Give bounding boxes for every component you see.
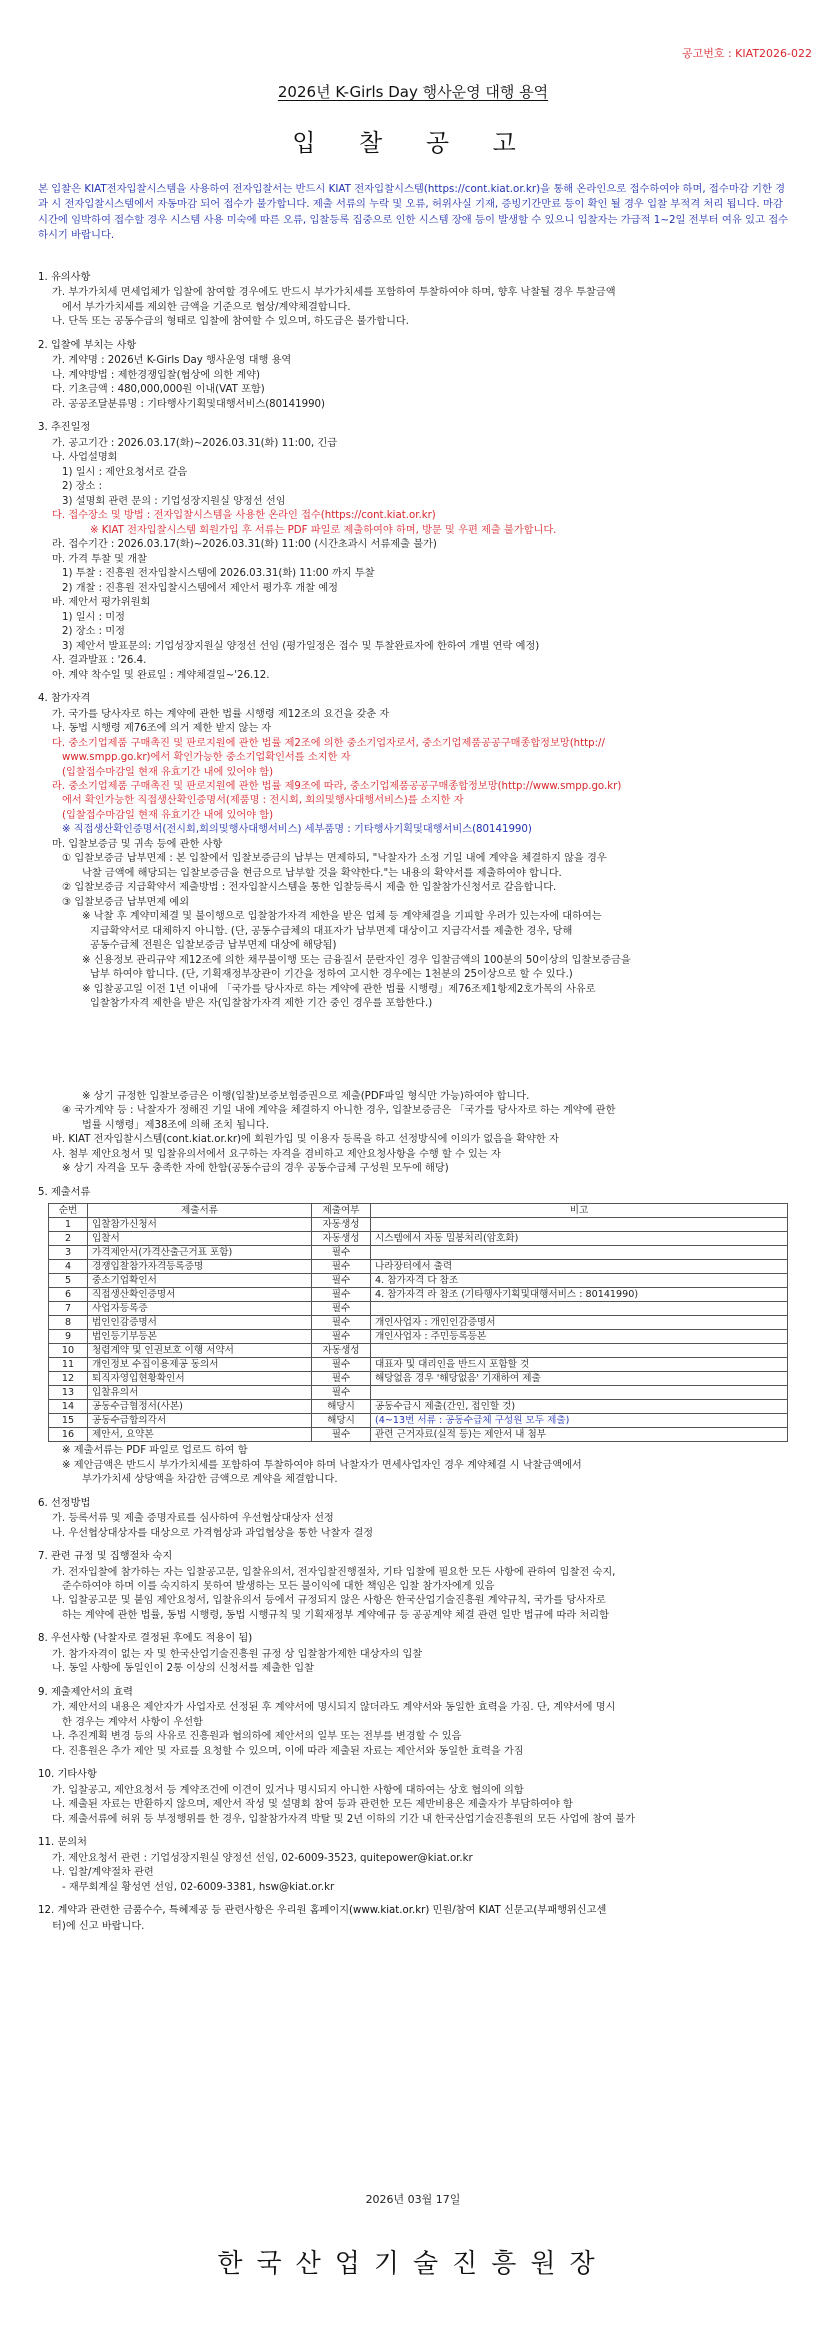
table-cell: 공동수급시 제출(간인, 접인할 것) (371, 1400, 788, 1414)
table-cell: 6 (49, 1288, 88, 1302)
table-cell: 필수 (312, 1428, 371, 1442)
section (38, 692, 794, 1177)
table-cell: 자동생성 (312, 1218, 371, 1232)
table-cell: 13 (49, 1386, 88, 1400)
table-row (49, 1358, 788, 1372)
section-line: 나. 사업설명회 (52, 452, 118, 464)
table-cell: 개인사업자 : 주민등록등본 (371, 1330, 788, 1344)
section-line: 마. 가격 투찰 및 개찰 (52, 553, 147, 565)
table-cell: 7 (49, 1302, 88, 1316)
table-cell: 입찰유의서 (88, 1386, 312, 1400)
section-line: 사. 첨부 제안요청서 및 입찰유의서에서 요구하는 자격을 겸비하고 제안요청사항을 수행 할 수 있는 자 (52, 1148, 501, 1160)
section-line: 공동수급체 전원은 입찰보증금 납부면제 대상에 해당됨) (90, 940, 337, 952)
section-line: 바. 제안서 평가위원회 (52, 597, 151, 609)
document-title: 2026년 K-Girls Day 행사운영 대행 용역 (277, 83, 549, 101)
table-cell: 직접생산확인증명서 (88, 1288, 312, 1302)
section-line: 가. 공고기간 : 2026.03.17(화)~2026.03.31(화) 11:00, 긴급 (52, 437, 338, 449)
sections-part-1 (38, 271, 794, 1177)
section (38, 1632, 794, 1676)
section-line: ※ 상기 규정한 입찰보증금은 이행(입찰)보증보험증권으로 제출(PDF파일 형식만 가능)하여야 합니다. (82, 1090, 530, 1102)
section-line: ※ 직접생산확인증명서(전시회,회의및행사대행서비스) 세부품명 : 기타행사기획및대행서비스(80141990) (62, 824, 532, 836)
table-header-row (49, 1204, 788, 1218)
section-line: 다. 진흥원은 추가 제안 및 자료를 요청할 수 있으며, 이에 따라 제출된 자료는 제안서와 동일한 효력을 가짐 (52, 1745, 524, 1757)
table-cell (371, 1302, 788, 1316)
col-header: 비고 (371, 1204, 788, 1218)
section-line: 가. 참가자격이 없는 자 및 한국산업기술진흥원 규정 상 입찰참가제한 대상자의 입찰 (52, 1648, 423, 1660)
section (38, 1836, 794, 1895)
section-title: 1. 유의사항 (38, 272, 91, 283)
table-cell: 필수 (312, 1372, 371, 1386)
section-line: 가. 계약명 : 2026년 K-Girls Day 행사운영 대행 용역 (52, 355, 292, 367)
table-cell: 4. 참가자격 라 참조 (기타행사기획및대행서비스 : 80141990) (371, 1288, 788, 1302)
section-line: 에서 확인가능한 직접생산확인증명서(제품명 : 전시회, 회의및행사대행서비스)를 소지한 자 (62, 795, 464, 807)
table-row (49, 1316, 788, 1330)
section-line: ③ 입찰보증금 납부면제 예외 (62, 896, 190, 908)
section-documents (38, 1186, 794, 1488)
table-cell: 입찰참가신청서 (88, 1218, 312, 1232)
col-header: 제출여부 (312, 1204, 371, 1218)
section-line: 한 경우는 계약서 사항이 우선함 (62, 1716, 203, 1728)
section-line: 3) 설명회 관련 문의 : 기업성장지원실 양정선 선임 (62, 495, 286, 507)
section-title: 8. 우선사항 (낙찰자로 결정된 후에도 적용이 됨) (38, 1633, 253, 1645)
table-cell: 청렴계약 및 인권보호 이행 서약서 (88, 1344, 312, 1358)
section-title: 2. 입찰에 부치는 사항 (38, 339, 137, 351)
table-row (49, 1232, 788, 1246)
table-cell: 개인사업자 : 개인인감증명서 (371, 1316, 788, 1330)
table-note: ※ 제출서류는 PDF 파일로 업로드 하여 함 (62, 1445, 248, 1457)
notice-date: 2026년 03월 17일 (365, 2193, 461, 2206)
table-cell: 입찰서 (88, 1232, 312, 1246)
section-line: 나. 제출된 자료는 반환하지 않으며, 제안서 작성 및 설명회 참여 등과 관련한 모든 제반비용은 제출자가 부담하여야 함 (52, 1799, 573, 1811)
section-line: 1) 일시 : 제안요청서로 갈음 (62, 466, 188, 478)
section-line: 가. 전자입찰에 참가하는 자는 입찰공고문, 입찰유의서, 전자입찰진행절차, 기타 입찰에 필요한 모든 사항에 관하여 입찰전 숙지, (52, 1566, 616, 1578)
notice-number: 공고번호 : KIAT2026-022 (681, 47, 812, 60)
table-cell: 2 (49, 1232, 88, 1246)
table-cell: 해당시 (312, 1414, 371, 1428)
section-line: 가. 입찰공고, 제안요청서 등 계약조건에 이견이 있거나 명시되지 아니한 사항에 대하여는 상호 협의에 의함 (52, 1784, 524, 1796)
intro-paragraph: 본 입찰은 KIAT전자입찰시스템을 사용하여 전자입찰서는 반드시 KIAT 전자입찰시스템(https://cont.kiat.or.kr)을 통해 온라인으로 접수하여야 하며, 접수마감 기한 경과 시 전자입찰시스템에서 자동마감 되어 접수가 불가합니다. 제출 서류의 누락 및 오류, 허위사실 기재, 증빙기간만료 등이 확인 될 경우 입찰 부적격 처리 됩니다. 마감시간에 임박하여 접수할 경우 시스템 사용 미숙에 따른 오류, 입찰등록 집중으로 인한 시스템 장애 등이 발생할 수 있으니 입찰자는 가급적 1~2일 전부터 여유 있고 접수하시기 바랍니다. (38, 183, 789, 242)
section (38, 271, 794, 330)
notice-heading: 입 찰 공 고 (292, 129, 534, 157)
sections-part-2 (38, 1497, 794, 1935)
section-line: 라. 중소기업제품 구매촉진 및 판로지원에 관한 법률 제9조에 따라, 중소기업제품공공구매종합정보망(http://www.smpp.go.kr) (52, 780, 622, 792)
section-line: (입찰접수마감일 현재 유효기간 내에 있어야 함) (62, 766, 274, 778)
section-line: ① 입찰보증금 납부면제 : 본 입찰에서 입찰보증금의 납부는 면제하되, "낙찰자가 소정 기일 내에 계약을 체결하지 않을 경우 (62, 853, 607, 865)
section-line: 2) 개찰 : 진흥원 전자입찰시스템에서 제안서 평가후 개찰 예정 (62, 582, 338, 594)
table-cell: 법인인감증명서 (88, 1316, 312, 1330)
section-line: ※ KIAT 전자입찰시스템 회원가입 후 서류는 PDF 파일로 제출하여야 하며, 방문 및 우편 제출 불가합니다. (90, 524, 557, 536)
section-line: 나. 입찰공고문 및 붙임 제안요청서, 입찰유의서 등에서 규정되지 않은 사항은 한국산업기술진흥원 계약규칙, 국가를 당사자로 (52, 1595, 606, 1607)
notice-body (38, 262, 794, 1934)
section-title: 11. 문의처 (38, 1837, 87, 1849)
section (38, 1497, 794, 1541)
section-line: 2) 장소 : 미정 (62, 626, 125, 638)
table-cell: 대표자 및 대리인을 반드시 포함할 것 (371, 1358, 788, 1372)
table-row (49, 1386, 788, 1400)
table-cell: 12 (49, 1372, 88, 1386)
section-line: ② 입찰보증금 지급확약서 제출방법 : 전자입찰시스템을 통한 입찰등록시 제출 한 입찰참가신청서로 갈음합니다. (62, 882, 557, 894)
table-cell: 퇴직자영입현황확인서 (88, 1372, 312, 1386)
table-cell: 필수 (312, 1358, 371, 1372)
table-cell: 중소기업확인서 (88, 1274, 312, 1288)
table-cell: 15 (49, 1414, 88, 1428)
section-title: 4. 참가자격 (38, 693, 91, 705)
section-line: 법률 시행령」제38조에 의해 조치 됩니다. (82, 1119, 269, 1131)
section-title: 7. 관련 규정 및 집행절차 숙지 (38, 1551, 173, 1563)
table-cell: 필수 (312, 1274, 371, 1288)
section-line: 낙찰 금액에 해당되는 입찰보증금을 현금으로 납부할 것을 확약한다."는 내용의 확약서를 제출하여야 합니다. (82, 867, 562, 879)
table-row (49, 1330, 788, 1344)
section-line: 다. 제출서류에 허위 등 부정행위를 한 경우, 입찰참가자격 박탈 및 2년 이하의 기간 내 한국산업기술진흥원의 모든 사업에 참여 불가 (52, 1813, 635, 1825)
section-line: 마. 입찰보증금 및 귀속 등에 관한 사항 (52, 838, 223, 850)
table-cell: 법인등기부등본 (88, 1330, 312, 1344)
table-row (49, 1274, 788, 1288)
table-cell: 14 (49, 1400, 88, 1414)
section-line: ※ 상기 자격을 모두 충족한 자에 한함(공동수급의 경우 공동수급체 구성원 모두에 해당) (62, 1163, 449, 1175)
table-cell: 공동수급합의각서 (88, 1414, 312, 1428)
section (38, 1550, 794, 1623)
section-line: 나. 추진계획 변경 등의 사유로 진흥원과 협의하에 제안서의 일부 또는 전부를 변경할 수 있음 (52, 1731, 462, 1743)
section-line: 1) 일시 : 미정 (62, 611, 125, 623)
table-row (49, 1428, 788, 1442)
table-row (49, 1344, 788, 1358)
table-row (49, 1400, 788, 1414)
section-line: 아. 계약 착수일 및 완료일 : 계약체결일~'26.12. (52, 669, 270, 681)
section-line: 라. 접수기간 : 2026.03.17(화)~2026.03.31(화) 11:00 (시간초과시 서류제출 불가) (52, 539, 437, 551)
table-note: 부가가치세 상당액을 차감한 금액으로 계약을 체결합니다. (82, 1474, 338, 1486)
table-cell: 10 (49, 1344, 88, 1358)
section (38, 1686, 794, 1759)
table-cell: 자동생성 (312, 1344, 371, 1358)
section-line: 3) 제안서 발표문의: 기업성장지원실 양정선 선임 (평가일정은 접수 및 투찰완료자에 한하여 개별 연락 예정) (62, 640, 540, 652)
table-cell (371, 1386, 788, 1400)
table-cell: 11 (49, 1358, 88, 1372)
table-cell: 해당시 (312, 1400, 371, 1414)
table-cell: 필수 (312, 1330, 371, 1344)
table-cell: 필수 (312, 1260, 371, 1274)
table-row (49, 1372, 788, 1386)
documents-table (48, 1203, 788, 1442)
section-line: 납부 하여야 합니다. (단, 기획재정부장관이 기간을 정하여 고시한 경우에는 1천분의 25이상으로 할 수 있다.) (90, 969, 573, 981)
table-cell: 해당없음 경우 '해당없음' 기재하여 제출 (371, 1372, 788, 1386)
section-line: 다. 중소기업제품 구매촉진 및 판로지원에 관한 법률 제2조에 의한 중소기업자로서, 중소기업제품공공구매종합정보망(http:// (52, 737, 605, 749)
section-line: 다. 기초금액 : 480,000,000원 이내(VAT 포함) (52, 384, 265, 396)
col-header: 제출서류 (88, 1204, 312, 1218)
section-line: 나. 동법 시행령 제76조에 의거 제한 받지 않는 자 (52, 723, 272, 735)
issuing-organization: 한국산업기술진흥원장 (217, 2249, 609, 2279)
documents-table-body (49, 1218, 788, 1442)
section-line: 바. KIAT 전자입찰시스템(cont.kiat.or.kr)에 회원가입 및 이용자 등록을 하고 선정방식에 이의가 없음을 확약한 자 (52, 1134, 559, 1146)
section-line: 준수하여야 하며 이를 숙지하지 못하여 발생하는 모든 불이익에 대한 책임은 입찰 참가자에게 있음 (62, 1581, 495, 1592)
section (38, 1768, 794, 1827)
table-cell: 9 (49, 1330, 88, 1344)
section-line: - 재무회계실 황성연 선임, 02-6009-3381, hsw@kiat.or.kr (62, 1881, 335, 1893)
section-title: 9. 제출제안서의 효력 (38, 1686, 133, 1698)
section (38, 1904, 794, 1934)
section-line: 1) 투찰 : 진흥원 전자입찰시스템에 2026.03.31(화) 11:00 까지 투찰 (62, 568, 375, 580)
section-title: 10. 기타사항 (38, 1769, 97, 1781)
table-row (49, 1218, 788, 1232)
section-line: 다. 접수장소 및 방법 : 전자입찰시스템을 사용한 온라인 접수(https://cont.kiat.or.kr) (52, 510, 436, 522)
table-cell: 3 (49, 1246, 88, 1260)
section-line: 나. 동일 사항에 동일인이 2통 이상의 신청서를 제출한 입찰 (52, 1663, 314, 1675)
section (38, 421, 794, 683)
table-cell: 16 (49, 1428, 88, 1442)
table-cell: 자동생성 (312, 1232, 371, 1246)
table-cell: 공동수급협정서(사본) (88, 1400, 312, 1414)
section-line: 에서 부가가치세를 제외한 금액을 기준으로 협상/계약체결합니다. (62, 301, 351, 313)
table-row (49, 1246, 788, 1260)
section-line: 가. 제안서의 내용은 제안자가 사업자로 선정된 후 계약서에 명시되지 않더라도 계약서와 동일한 효력을 가짐. 단, 계약서에 명시 (52, 1702, 616, 1714)
section-title: 6. 선정방법 (38, 1497, 91, 1509)
table-cell: 필수 (312, 1246, 371, 1260)
section-line: ④ 국가계약 등 : 낙찰자가 정해진 기일 내에 계약을 체결하지 아니한 경우, 입찰보증금은 「국가를 당사자로 하는 계약에 관한 (62, 1105, 616, 1117)
table-cell (371, 1218, 788, 1232)
section-line: 사. 결과발표 : '26.4. (52, 655, 147, 667)
section-line: 하는 계약에 관한 법률, 동법 시행령, 동법 시행규칙 및 기획재정부 계약예규 등 공공계약 체결 관련 일반 법규에 따라 처리함 (62, 1609, 609, 1621)
section-line: ※ 신용정보 관리규약 제12조에 의한 채무불이행 또는 금융질서 문란자인 경우 입찰금액의 100분의 50이상의 입찰보증금을 (82, 954, 631, 966)
section-line: 가. 부가가치세 면세업체가 입찰에 참여할 경우에도 반드시 부가가치세를 포함하여 투찰하여야 하며, 향후 낙찰될 경우 투찰금액 (52, 287, 616, 299)
col-header: 순번 (49, 1204, 88, 1218)
table-note: ※ 제안금액은 반드시 부가가치세를 포함하여 투찰하여야 하며 낙찰자가 면세사업자인 경우 계약체결 시 낙찰금액에서 (62, 1459, 582, 1471)
section-line: 나. 단독 또는 공동수급의 형태로 입찰에 참여할 수 있으며, 하도급은 불가합니다. (52, 316, 410, 328)
table-cell: 필수 (312, 1386, 371, 1400)
section-line: 라. 공공조달분류명 : 기타행사기획및대행서비스(80141990) (52, 398, 326, 410)
table-cell: 사업자등록증 (88, 1302, 312, 1316)
section-line: 가. 국가를 당사자로 하는 계약에 관한 법률 시행령 제12조의 요건을 갖춘 자 (52, 708, 390, 720)
table-cell: 5 (49, 1274, 88, 1288)
section-line: 가. 제안요청서 관련 : 기업성장지원실 양정선 선임, 02-6009-3523, quitepower@kiat.or.kr (52, 1852, 473, 1864)
table-cell: 필수 (312, 1316, 371, 1330)
table-cell: 4. 참가자격 다 참조 (371, 1274, 788, 1288)
table-row (49, 1288, 788, 1302)
section-line: ※ 낙찰 후 계약미체결 및 불이행으로 입찰참가자격 제한을 받은 업체 등 계약체결을 기피할 우려가 있는자에 대하여는 (82, 911, 602, 923)
table-cell: 제안서, 요약본 (88, 1428, 312, 1442)
table-cell: 경쟁입찰참가자격등록증명 (88, 1260, 312, 1274)
section-line: 지급확약서로 대체하지 아니함. (단, 공동수급체의 대표자가 납부면제 대상이고 지급각서를 제출한 경우, 당해 (90, 925, 573, 937)
section-line: 나. 우선협상대상자를 대상으로 가격협상과 과업협상을 통한 낙찰자 결정 (52, 1527, 374, 1539)
section-line: www.smpp.go.kr)에서 확인가능한 중소기업확인서를 소지한 자 (62, 752, 351, 764)
table-cell: (4~13번 서류 : 공동수급체 구성원 모두 제출) (371, 1414, 788, 1428)
table-cell: 필수 (312, 1302, 371, 1316)
section-title: 5. 제출서류 (38, 1186, 91, 1198)
section-title: 3. 추진일정 (38, 422, 91, 434)
table-cell: 시스템에서 자동 밀봉처리(암호화) (371, 1232, 788, 1246)
table-cell (371, 1344, 788, 1358)
section-line: 나. 계약방법 : 제한경쟁입찰(협상에 의한 계약) (52, 369, 260, 381)
documents-notes (38, 1444, 794, 1487)
table-cell (371, 1246, 788, 1260)
table-cell: 4 (49, 1260, 88, 1274)
section-line: 가. 등록서류 및 제출 증명자료를 심사하여 우선협상대상자 선정 (52, 1513, 334, 1525)
table-cell: 나라장터에서 출력 (371, 1260, 788, 1274)
section-line: 입찰참가자격 제한을 받은 자(입찰참가자격 제한 기간 중인 경우를 포함한다.) (90, 998, 433, 1010)
table-cell: 개인정보 수집이용제공 동의서 (88, 1358, 312, 1372)
table-cell: 필수 (312, 1288, 371, 1302)
section-line: (입찰접수마감일 현재 유효기간 내에 있어야 함) (62, 809, 274, 821)
section-title: 12. 계약과 관련한 금품수수, 특혜제공 등 관련사항은 우리원 홈페이지(www.kiat.or.kr) 민원/참여 KIAT 신문고(부패행위신고센 (38, 1905, 607, 1917)
spacer (38, 1012, 794, 1090)
table-cell: 1 (49, 1218, 88, 1232)
section-line: 터)에 신고 바랍니다. (52, 1920, 145, 1932)
table-cell: 8 (49, 1316, 88, 1330)
table-row (49, 1414, 788, 1428)
section-line: 나. 입찰/계약절차 관련 (52, 1867, 154, 1879)
table-row (49, 1260, 788, 1274)
section (38, 339, 794, 412)
section-line: 2) 장소 : (62, 481, 103, 493)
section-line: ※ 입찰공고일 이전 1년 이내에 「국가를 당사자로 하는 계약에 관한 법률 시행령」제76조제1항제2호가목의 사유로 (82, 983, 596, 995)
table-cell: 가격제안서(가격산출근거표 포함) (88, 1246, 312, 1260)
table-row (49, 1302, 788, 1316)
table-cell: 관련 근거자료(실적 등)는 제안서 내 첨부 (371, 1428, 788, 1442)
